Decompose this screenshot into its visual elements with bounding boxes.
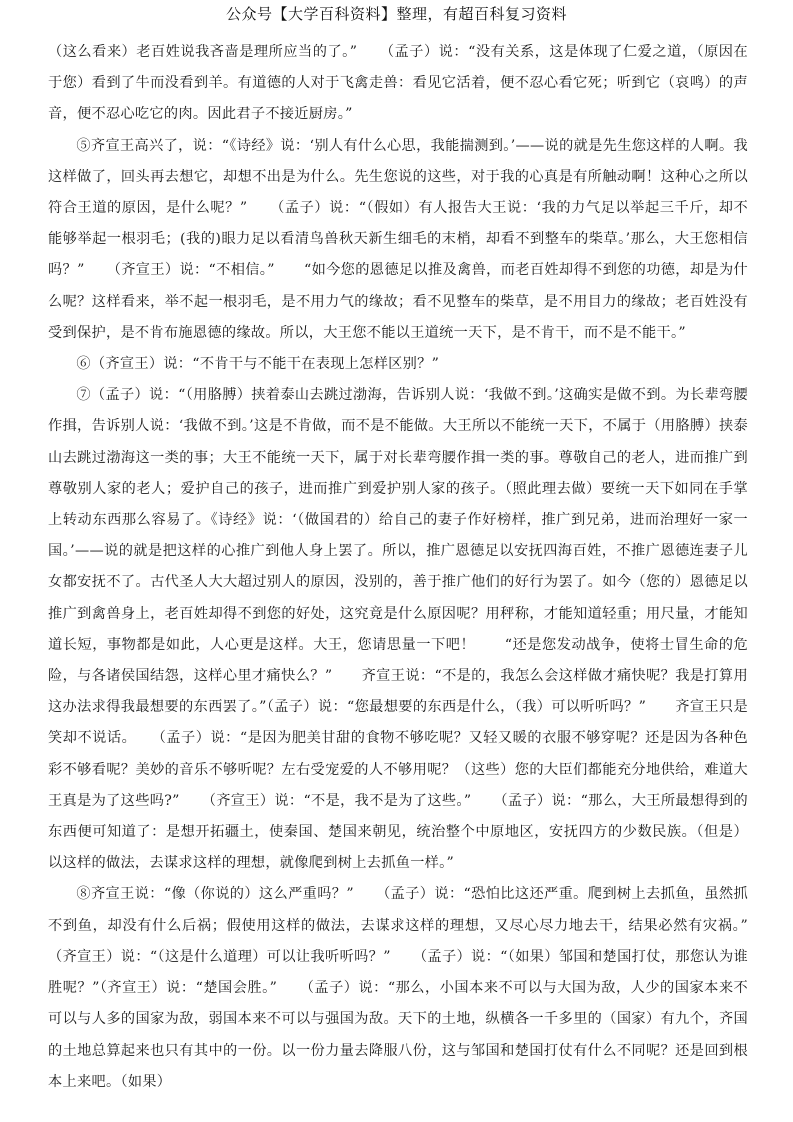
paragraph-5: ⑤齐宣王高兴了，说：“《诗经》说：‘别人有什么心思，我能揣测到。’——说的就是先生您这样的人啊。我这样做了，回头再去想它，却想不出是为什么。先生您说的这些，对于我的心真是有所触动啊！这种心之所以符合王道的原因，是什么呢？” （孟子）说：“（假如）有人报告大王说：‘我的力气足以举起三千斤，却不能够举起一根羽毛；(我的)眼力足以看清鸟兽秋天新生细毛的末梢，却看不到整车的柴草。’那么，大王您相信吗？” （齐宣王）说：“不相信。” “如今您的恩德足以推及禽兽，而老百姓却得不到您的功德，却是为什么呢？这样看来，举不起一根羽毛，是不用力气的缘故；看不见整车的柴草，是不用目力的缘故；老百姓没有受到保护，是不肯布施恩德的缘故。所以，大王您不能以王道统一天下，是不肯干，而不是不能干。” <box>48 137 748 341</box>
paragraph-8: ⑧齐宣王说：“像（你说的）这么严重吗？” （孟子）说：“恐怕比这还严重。爬到树上去抓鱼，虽然抓不到鱼，却没有什么后祸；假使用这样的做法，去谋求这样的理想，又尽心尽力地去干，结果必然有灾祸。” （齐宣王）说：“（这是什么道理）可以让我听听吗？” （孟子）说：“（如果）邹国和楚国打仗，那您认为谁胜呢？”（齐宣王）说：“楚国会胜。” （孟子）说：“那么，小国本来不可以与大国为敌，人少的国家本来不可以与人多的国家为敌，弱国本来不可以与强国为敌。天下的土地，纵横各一千多里的（国家）有九个，齐国的土地总算起来也只有其中的一份。以一份力量去降服八份，这与邹国和楚国打仗有什么不同呢？还是回到根本上来吧。（如果） <box>48 886 777 1090</box>
page-header: 公众号【大学百科资料】整理，有超百科复习资料 <box>225 5 567 23</box>
paragraph-4-continued: （这么看来）老百姓说我吝啬是理所应当的了。” （孟子）说：“没有关系，这是体现了仁爱之道，（原因在于您）看到了牛而没看到羊。有道德的人对于飞禽走兽：看见它活着，便不忍心看它死；听到它（哀鸣）的声音，便不忍心吃它的肉。因此君子不接近厨房。” <box>48 44 748 123</box>
paragraph-6: ⑥（齐宣王）说：“不肯干与不能干在表现上怎样区别？” <box>76 356 440 373</box>
paragraph-7: ⑦（孟子）说：“（用胳膊）挟着泰山去跳过渤海，告诉别人说：‘我做不到。’这确实是做不到。为长辈弯腰作揖，告诉别人说：‘我做不到。’这是不肯做，而不是不能做。大王所以不能统一天下，不属于（用胳膊）挟泰山去跳过渤海这一类的事；大王不能统一天下，属于对长辈弯腰作揖一类的事。尊敬自己的老人，进而推广到尊敬别人家的老人；爱护自己的孩子，进而推广到爱护别人家的孩子。（照此理去做）要统一天下如同在手掌上转动东西那么容易了。《诗经》说：‘（做国君的）给自己的妻子作好榜样，推广到兄弟，进而治理好一家一国。’——说的就是把这样的心推广到他人身上罢了。所以，推广恩德足以安抚四海百姓，不推广恩德连妻子儿女都安抚不了。古代圣人大大超过别人的原因，没别的，善于推广他们的好行为罢了。如今（您的）恩德足以推广到禽兽身上，老百姓却得不到您的好处，这究竟是什么原因呢？用秤称，才能知道轻重；用尺量，才能知道长短，事物都是如此，人心更是这样。大王，您请思量一下吧！ “还是您发动战争，使将士冒生命的危险，与各诸侯国结怨，这样心里才痛快么？” 齐宣王说：“不是的，我怎么会这样做才痛快呢？我是打算用这办法求得我最想要的东西罢了。”（孟子）说：“您最想要的东西是什么，（我）可以听听吗？” 齐宣王只是笑却不说话。 （孟子）说：“是因为肥美甘甜的食物不够吃呢？又轻又暖的衣服不够穿呢？还是因为各种色彩不够看呢？美妙的音乐不够听呢？左右受宠爱的人不够用呢？（这些）您的大臣们都能充分地供给，难道大王真是为了这些吗?” （齐宣王）说：“不是，我不是为了这些。” （孟子）说：“那么，大王所最想得到的东西便可知道了：是想开拓疆土，使秦国、楚国来朝见，统治整个中原地区，安抚四方的少数民族。（但是）以这样的做法，去谋求这样的理想，就像爬到树上去抓鱼一样。” <box>48 387 748 872</box>
document-body <box>48 37 777 1098</box>
